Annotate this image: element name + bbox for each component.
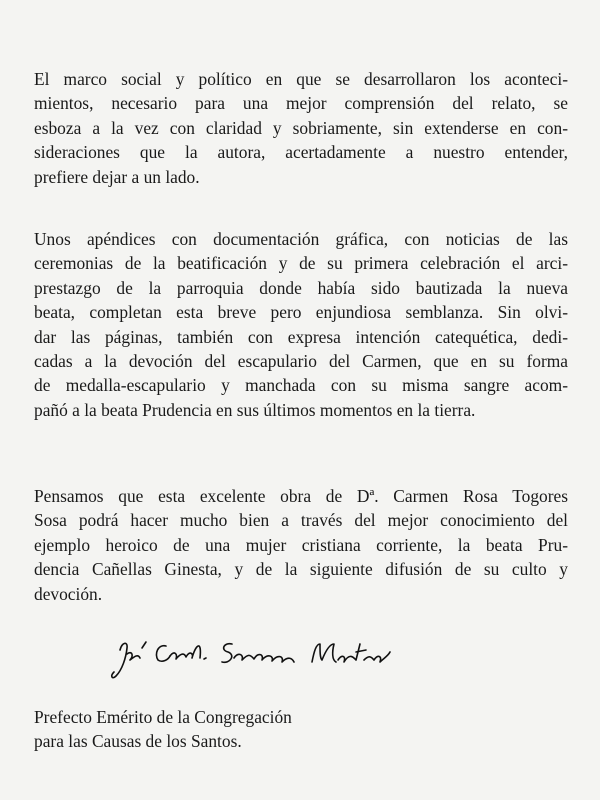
- title-line: Prefecto Emérito de la Congregación: [34, 707, 292, 727]
- paragraph-political-context: [34, 67, 568, 189]
- text-line: Unos apéndices con documentación gráfica, con noticias de las: [34, 229, 568, 249]
- text-line: devoción.: [34, 583, 103, 604]
- text-line: beata, completan esta breve pero enjundiosa semblanza. Sin olvi-: [34, 302, 568, 323]
- handwritten-signature: [108, 632, 393, 684]
- text-line: ejemplo heroico de una mujer cristiana corriente, la beata Pru-: [34, 534, 568, 555]
- text-line: dencia Cañellas Ginesta, y de la siguiente difusión de su culto y: [34, 559, 568, 580]
- text-line: sideraciones que la autora, acertadamente a nuestro entender,: [34, 142, 568, 163]
- text-line: cadas a la devoción del escapulario del Carmen, que en su forma: [34, 351, 568, 372]
- text-line: Sosa podrá hacer mucho bien a través del mejor conocimiento del: [34, 510, 568, 531]
- text-line: dar las páginas, también con expresa intención catequética, dedi-: [34, 326, 568, 347]
- title-line: para las Causas de los Santos.: [34, 731, 242, 752]
- text-line: El marco social y político en que se desarrollaron los aconteci-: [34, 69, 568, 89]
- text-line: prestazgo de la parroquia donde había sido bautizada la nueva: [34, 277, 568, 298]
- signature-title: [34, 705, 568, 754]
- text-line: prefiere dejar a un lado.: [34, 166, 200, 187]
- paragraph-conclusion: [34, 484, 568, 606]
- text-line: Pensamos que esta excelente obra de Dª. Carmen Rosa Togores: [34, 486, 568, 506]
- text-line: esboza a la vez con claridad y sobriamente, sin extenderse en con-: [34, 117, 568, 138]
- paragraph-appendices: [34, 227, 568, 422]
- text-line: pañó a la beata Prudencia en sus últimos momentos en la tierra.: [34, 399, 476, 420]
- text-line: ceremonias de la beatificación y de su primera celebración el arci-: [34, 253, 568, 274]
- text-line: mientos, necesario para una mejor comprensión del relato, se: [34, 93, 568, 114]
- text-line: de medalla-escapulario y manchada con su misma sangre acom-: [34, 375, 568, 396]
